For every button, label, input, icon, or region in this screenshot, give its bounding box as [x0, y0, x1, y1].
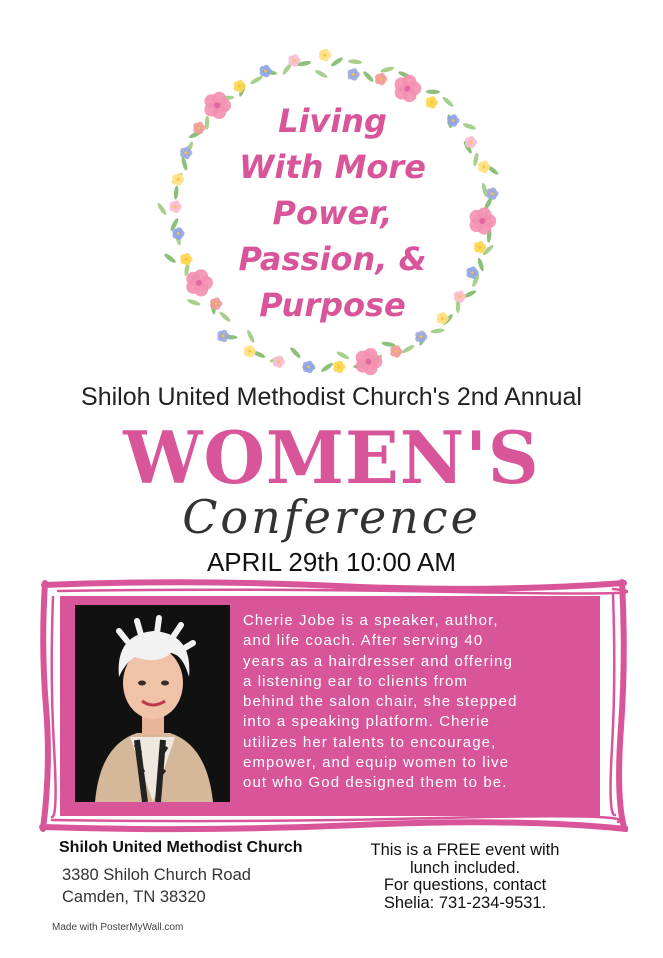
- annual-line: Shiloh United Methodist Church's 2nd Annual: [81, 383, 582, 411]
- wreath-leaf: [186, 298, 201, 307]
- wreath-leaf: [477, 257, 485, 272]
- wreath-flower: [172, 173, 184, 185]
- wreath-flower: [486, 187, 498, 199]
- event-info-line: Shelia: 731-234-9531.: [383, 893, 547, 912]
- wreath-leaf: [362, 70, 375, 83]
- title-main: WOMEN'S: [123, 415, 540, 500]
- wreath-flower: [303, 361, 315, 373]
- theme-line: Power,: [272, 194, 393, 232]
- wreath-flower: [390, 345, 402, 357]
- event-info: [345, 842, 585, 912]
- wreath-leaf: [314, 69, 328, 80]
- wreath-leaf: [320, 362, 334, 374]
- theme-line: Purpose: [259, 286, 406, 324]
- wreath-flower: [478, 161, 490, 173]
- speaker-bio: [243, 611, 588, 794]
- wreath-flower: [244, 345, 256, 357]
- event-info-line: This is a FREE event with: [370, 841, 560, 859]
- title-sub: Conference: [182, 490, 481, 544]
- wreath-flower: [180, 253, 192, 265]
- venue-address: [62, 864, 251, 908]
- theme-line: Living: [278, 102, 387, 140]
- wreath-flower: [333, 361, 345, 373]
- wreath-flower: [348, 68, 360, 80]
- wreath-flower: [172, 227, 184, 239]
- wreath-leaf: [156, 202, 168, 216]
- wreath-flower: [273, 355, 285, 367]
- wreath-leaf: [330, 56, 344, 68]
- event-info-line: For questions, contact: [383, 876, 547, 894]
- wreath-leaf: [289, 346, 302, 359]
- wreath-leaf: [426, 89, 440, 94]
- bio-line: behind the salon chair, she stepped: [243, 693, 518, 711]
- wreath-flower: [170, 200, 182, 212]
- venue-street: 3380 Shiloh Church Road: [62, 866, 251, 884]
- venue-name: Shiloh United Methodist Church: [59, 839, 303, 856]
- wreath-leaf: [380, 66, 395, 74]
- bio-line: into a speaking platform. Cherie: [243, 713, 490, 731]
- wreath-leaf: [336, 350, 350, 361]
- event-info-line: lunch included.: [409, 858, 521, 877]
- wreath-flower: [260, 65, 272, 77]
- wreath-flower: [375, 73, 387, 85]
- event-datetime: APRIL 29th 10:00 AM: [206, 547, 457, 577]
- wreath-flower: [470, 207, 497, 234]
- wreath-leaf: [430, 328, 444, 334]
- speaker-photo: [75, 605, 230, 802]
- bio-line: utilizes her talents to encourage,: [243, 733, 497, 751]
- wreath-leaf: [163, 252, 177, 264]
- wreath-leaf: [246, 329, 256, 344]
- bio-line: and life coach. After serving 40: [243, 632, 484, 650]
- bio-line: years as a hairdresser and offering: [243, 652, 514, 670]
- bio-line: out who God designed them to be.: [243, 774, 508, 792]
- wreath-flower: [217, 330, 229, 342]
- wreath-leaf: [173, 185, 179, 199]
- wreath-leaf: [348, 59, 362, 65]
- wreath-leaf: [249, 75, 263, 86]
- footer-credit: Made with PosterMyWall.com: [52, 922, 184, 933]
- bio-line: a listening ear to clients from: [243, 672, 469, 690]
- conference-theme: [200, 98, 465, 328]
- wreath-flower: [465, 136, 477, 148]
- theme-line: Passion, &: [238, 240, 427, 278]
- theme-line: With More: [239, 148, 426, 186]
- wreath-flower: [415, 331, 427, 343]
- venue-city: Camden, TN 38320: [62, 888, 206, 906]
- wreath-flower: [356, 348, 383, 375]
- bio-line: Cherie Jobe is a speaker, author,: [243, 612, 499, 629]
- wreath-flower: [319, 49, 331, 61]
- bio-line: empower, and equip women to live: [243, 754, 510, 772]
- wreath-leaf: [401, 344, 415, 355]
